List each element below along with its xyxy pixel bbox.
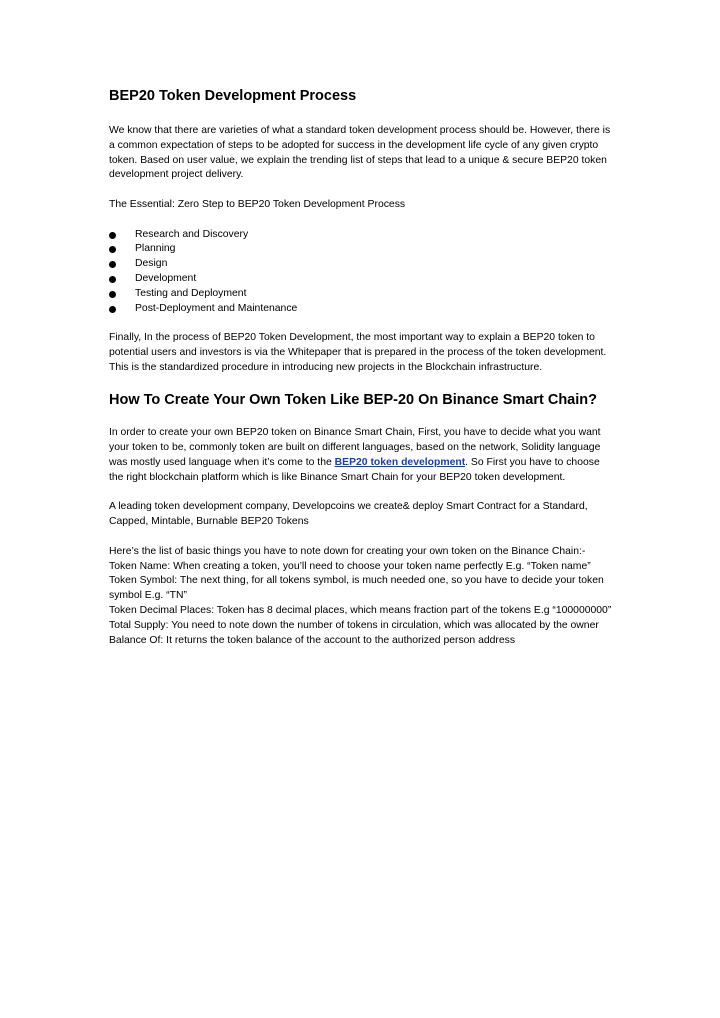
bullet-icon <box>109 291 116 298</box>
document-body <box>109 86 615 648</box>
section-title-create-token: How To Create Your Own Token Like BEP-20 On Binance Smart Chain? <box>109 392 597 409</box>
company-paragraph: A leading token development company, Developcoins we create& deploy Smart Contract for a Standard, Capped, Mintable, Burnable BEP20 Tokens <box>109 501 588 528</box>
list-item <box>109 302 615 317</box>
list-item: Total Supply: You need to note down the number of tokens in circulation, which was allocated by the owner <box>109 619 599 631</box>
bullet-icon <box>109 276 116 283</box>
create-token-paragraph <box>109 426 615 485</box>
list-intro: Here’s the list of basic things you have to note down for creating your own token on the Binance Chain:- <box>109 545 586 557</box>
paragraph-text-after-link: . So First you have to choose the right blockchain platform which is like Binance Smart Chain for your BEP20 token development. <box>109 456 600 483</box>
intro-paragraph: We know that there are varieties of what a standard token development process should be. However, there is a common expectation of steps to be adopted for success in the development life cycle of any given crypto token. Based on user value, we explain the trending list of steps that lead to a unique & secure BEP20 token development project delivery. <box>109 125 611 181</box>
list-item <box>109 272 615 287</box>
essential-line: The Essential: Zero Step to BEP20 Token Development Process <box>109 198 406 210</box>
list-item <box>109 257 615 272</box>
list-item <box>109 242 615 257</box>
section-title-process: BEP20 Token Development Process <box>109 88 357 104</box>
finally-paragraph: Finally, In the process of BEP20 Token Development, the most important way to explain a BEP20 token to potential users and investors is via the Whitepaper that is prepared in the process of the token development. This is the standardized procedure in introducing new projects in the Blockchain infrastructure. <box>109 332 607 373</box>
list-item: Token Decimal Places: Token has 8 decimal places, which means fraction part of the tokens E.g “100000000” <box>109 604 612 616</box>
step-label: Development <box>135 272 197 284</box>
paragraph-text-before-link: In order to create your own BEP20 token on Binance Smart Chain, First, you have to decide what you want your token to be, commonly token are built on different languages, based on the network, Solidity language was mostly used language when it’s come to the <box>109 427 601 468</box>
list-item: Balance Of: It returns the token balance of the account to the authorized person address <box>109 634 516 646</box>
step-label: Testing and Deployment <box>135 287 247 299</box>
steps-list <box>109 228 615 317</box>
step-label: Design <box>135 258 168 270</box>
step-label: Planning <box>135 243 176 255</box>
list-item: Token Name: When creating a token, you’ll need to choose your token name perfectly E.g. “Token name” <box>109 560 591 572</box>
bep20-token-development-link[interactable]: BEP20 token development <box>334 456 466 468</box>
list-item: Token Symbol: The next thing, for all tokens symbol, is much needed one, so you have to decide your token symbol E.g. “TN” <box>109 575 604 602</box>
list-item <box>109 287 615 302</box>
bullet-icon <box>109 261 116 268</box>
bullet-icon <box>109 232 116 239</box>
step-label: Research and Discovery <box>135 228 249 240</box>
step-label: Post-Deployment and Maintenance <box>135 302 298 314</box>
list-item <box>109 228 615 243</box>
bullet-icon <box>109 246 116 253</box>
basic-things-list <box>109 545 615 649</box>
bullet-icon <box>109 306 116 313</box>
